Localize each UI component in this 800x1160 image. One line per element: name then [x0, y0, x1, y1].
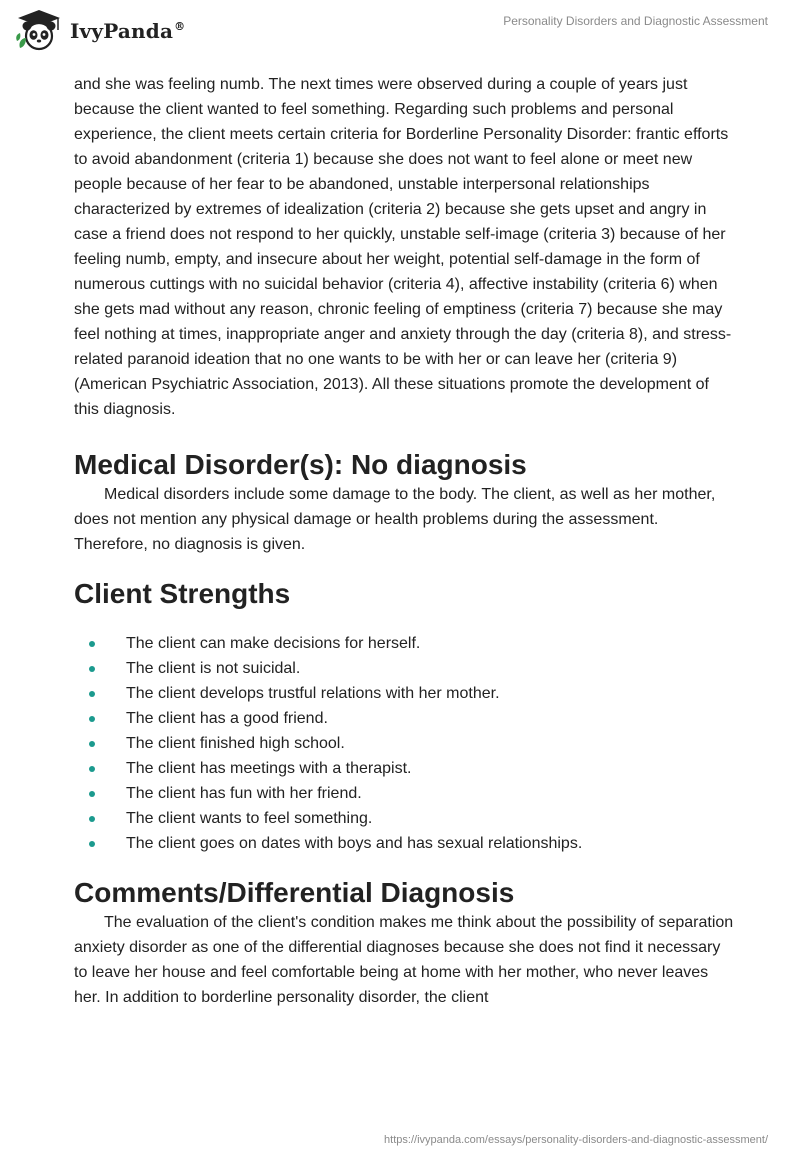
intro-paragraph: and she was feeling numb. The next times were observed during a couple of years just because the client wanted to feel something. Regarding such problems and personal experience, the client meets certain criteria for Borderline Personality Disorder: frantic efforts to avoid abandonment (criteria 1) because she does not want to feel alone or meet new people because of her fear to be abandoned, unstable interpersonal relationships characterized by extremes of idealization (criteria 2) because she gets upset and angry in case a friend does not respond to her quickly, unstable self-image (criteria 3) because of her feeling numb, empty, and insecure about her weight, potential self-damage in the form of numerous cuttings with no suicidal behavior (criteria 4), affective instability (criteria 6) when she gets mad without any reason, chronic feeling of emptiness (criteria 7) because she may feel nothing at times, inappropriate anger and anxiety through the day (criteria 8), and stress-related paranoid ideation that no one wants to be with her or can leave her (criteria 9) (American Psychiatric Association, 2013). All these situations promote the development of this diagnosis. — [74, 76, 732, 418]
bullet-dot-icon — [89, 716, 95, 722]
bullet-dot-icon — [89, 666, 95, 672]
essay-content — [74, 72, 734, 1010]
bullet-dot-icon — [89, 816, 95, 822]
comments-paragraph: The evaluation of the client's condition makes me think about the possibility of separation anxiety disorder as one of the differential diagnoses because she does not find it necessary to leave her house and feel comfortable being at home with her mother, who never leaves her. In addition to borderline personality disorder, the client — [74, 914, 734, 1006]
bullet-dot-icon — [89, 691, 95, 697]
bullet-dot-icon — [89, 741, 95, 747]
list-item: The client has meetings with a therapist. — [74, 756, 734, 781]
bullet-dot-icon — [89, 766, 95, 772]
page-header — [0, 0, 800, 70]
list-item: The client has a good friend. — [74, 706, 734, 731]
list-item: The client is not suicidal. — [74, 656, 734, 681]
list-item: The client develops trustful relations with her mother. — [74, 681, 734, 706]
list-item: The client can make decisions for herself. — [74, 631, 734, 656]
comments-heading: Comments/Differential Diagnosis — [74, 877, 515, 908]
panda-graduation-cap-icon — [14, 8, 64, 52]
bullet-dot-icon — [89, 641, 95, 647]
source-url[interactable]: https://ivypanda.com/essays/personality-disorders-and-diagnostic-assessment/ — [384, 1134, 768, 1146]
strengths-list — [74, 631, 734, 856]
bullet-dot-icon — [89, 791, 95, 797]
list-item: The client wants to feel something. — [74, 806, 734, 831]
list-item: The client finished high school. — [74, 731, 734, 756]
list-item: The client has fun with her friend. — [74, 781, 734, 806]
client-strengths-heading: Client Strengths — [74, 578, 291, 609]
document-title: Personality Disorders and Diagnostic Assessment — [503, 14, 768, 28]
brand-name: IvyPanda® — [70, 19, 186, 43]
bullet-dot-icon — [89, 841, 95, 847]
registered-mark: ® — [174, 20, 186, 34]
medical-disorders-heading: Medical Disorder(s): No diagnosis — [74, 449, 527, 480]
medical-paragraph: Medical disorders include some damage to the body. The client, as well as her mother, does not mention any physical damage or health problems during the assessment. Therefore, no diagnosis is given. — [74, 486, 716, 553]
ivypanda-logo[interactable] — [14, 8, 185, 52]
list-item: The client goes on dates with boys and has sexual relationships. — [74, 831, 734, 856]
